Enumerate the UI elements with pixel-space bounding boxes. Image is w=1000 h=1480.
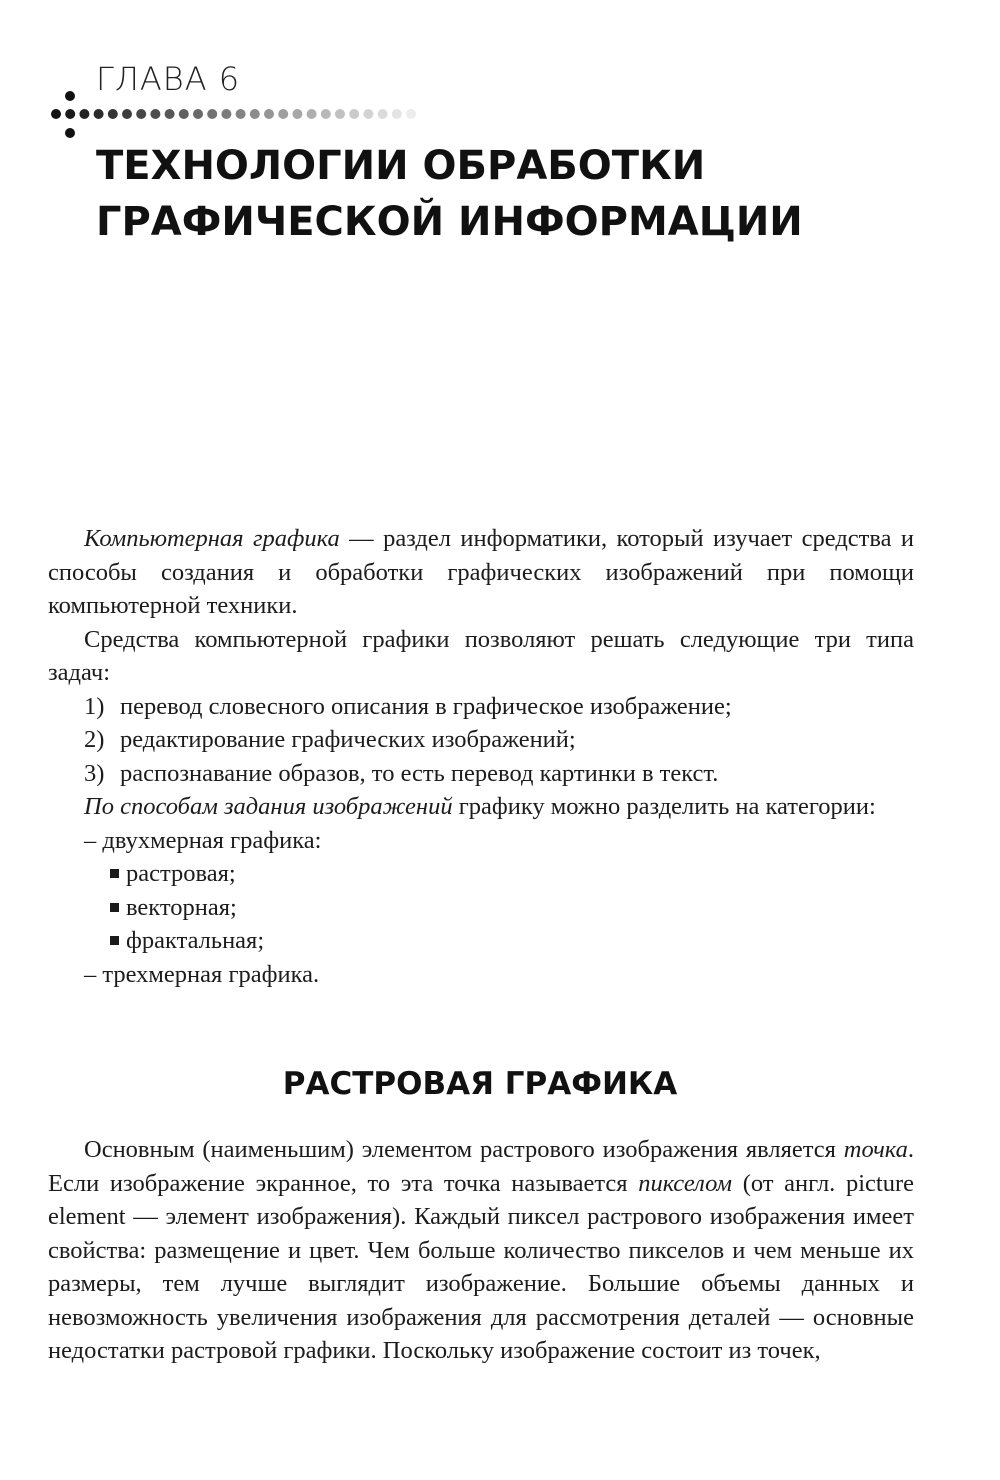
decorative-dot [136,109,146,119]
list-item [48,690,914,724]
list-text: векторная; [126,893,237,921]
decorative-dot [264,109,274,119]
paragraph-categories [48,790,914,824]
decorative-dot [79,109,89,119]
decorative-dot [179,109,189,119]
decorative-dot [250,109,260,119]
list-text: фрактальная; [126,927,265,954]
term-computer-graphics: Компьютерная графика [84,525,340,552]
list-text: перевод словесного описания в графическое изображение; [120,692,732,720]
decorative-dot [207,109,217,119]
list-number: 3) [84,759,105,787]
term-point: точка [843,1136,908,1163]
chapter-title-line-1: ТЕХНОЛОГИИ ОБРАБОТКИ [96,143,706,189]
decorative-dot [321,109,331,119]
section-title: РАСТРОВАЯ ГРАФИКА [282,1066,678,1102]
list-text: распознавание образов, то есть перевод картинки в текст. [120,759,719,787]
decorative-dot [378,109,388,119]
term-by-method: По способам задания изображений [84,793,453,820]
square-bullet-icon [110,869,119,878]
raster-text-3: (от англ. picture element — элемент изображения). Каждый пиксел растрового изображения имеет свойства: размещение и цвет. Чем больше количество пикселов и чем меньше их размеры, тем лучше выглядит изображение. Большие объемы данных и невозможность увеличения изображения для рассмотрения деталей — основные недостатки растровой графики. Поскольку изображение состоит из точек, [48,1169,914,1364]
category-3d: – трехмерная графика. [84,960,320,988]
decorative-dot [65,109,75,119]
section-text [48,1133,914,1368]
intro-text [48,522,914,991]
list-item [48,857,914,891]
chapter-label: ГЛАВА 6 [96,60,241,98]
list-item [48,723,914,757]
decorative-dot [94,109,104,119]
decorative-dot [392,109,402,119]
raster-text-1: Основным (наименьшим) элементом растрового изображения является [84,1136,844,1163]
square-bullet-icon [110,903,119,912]
decorative-dot [335,109,345,119]
paragraph-definition [48,522,914,623]
list-text: растровая; [126,860,236,887]
decorative-dot [193,109,203,119]
list-item [48,924,914,958]
categories-text: графику можно разделить на категории: [452,793,876,820]
decorative-dot [221,109,231,119]
definition-text: — раздел информатики, который изучает средства и способы создания и обработки графических изображений при помощи компьютерной техники. [48,525,914,619]
decorative-dot [51,109,61,119]
paragraph-tasks-intro: Средства компьютерной графики позволяют решать следующие три типа задач: [48,625,914,686]
paragraph-raster [48,1133,914,1368]
decorative-dot [108,109,118,119]
list-item [48,757,914,791]
list-number: 1) [84,692,105,720]
decorative-dot [406,109,416,119]
decorative-dot [278,109,288,119]
chapter-title [96,138,803,250]
decorative-dot [363,109,373,119]
decorative-dot [236,109,246,119]
decorative-dot [349,109,359,119]
raster-text-2: . Если изображение экранное, то эта точка называется [48,1136,914,1197]
term-pixel: пикселом [638,1169,733,1197]
chapter-title-line-2: ГРАФИЧЕСКОЙ ИНФОРМАЦИИ [96,199,803,245]
decorative-dot [150,109,160,119]
list-text: редактирование графических изображений; [120,726,576,753]
decorative-dot [165,109,175,119]
decorative-dot [122,109,132,119]
category-2d: – двухмерная графика: [84,826,322,854]
list-item [48,891,914,925]
square-bullet-icon [110,936,119,945]
decorative-dot [307,109,317,119]
list-number: 2) [84,726,105,753]
decorative-dot [292,109,302,119]
